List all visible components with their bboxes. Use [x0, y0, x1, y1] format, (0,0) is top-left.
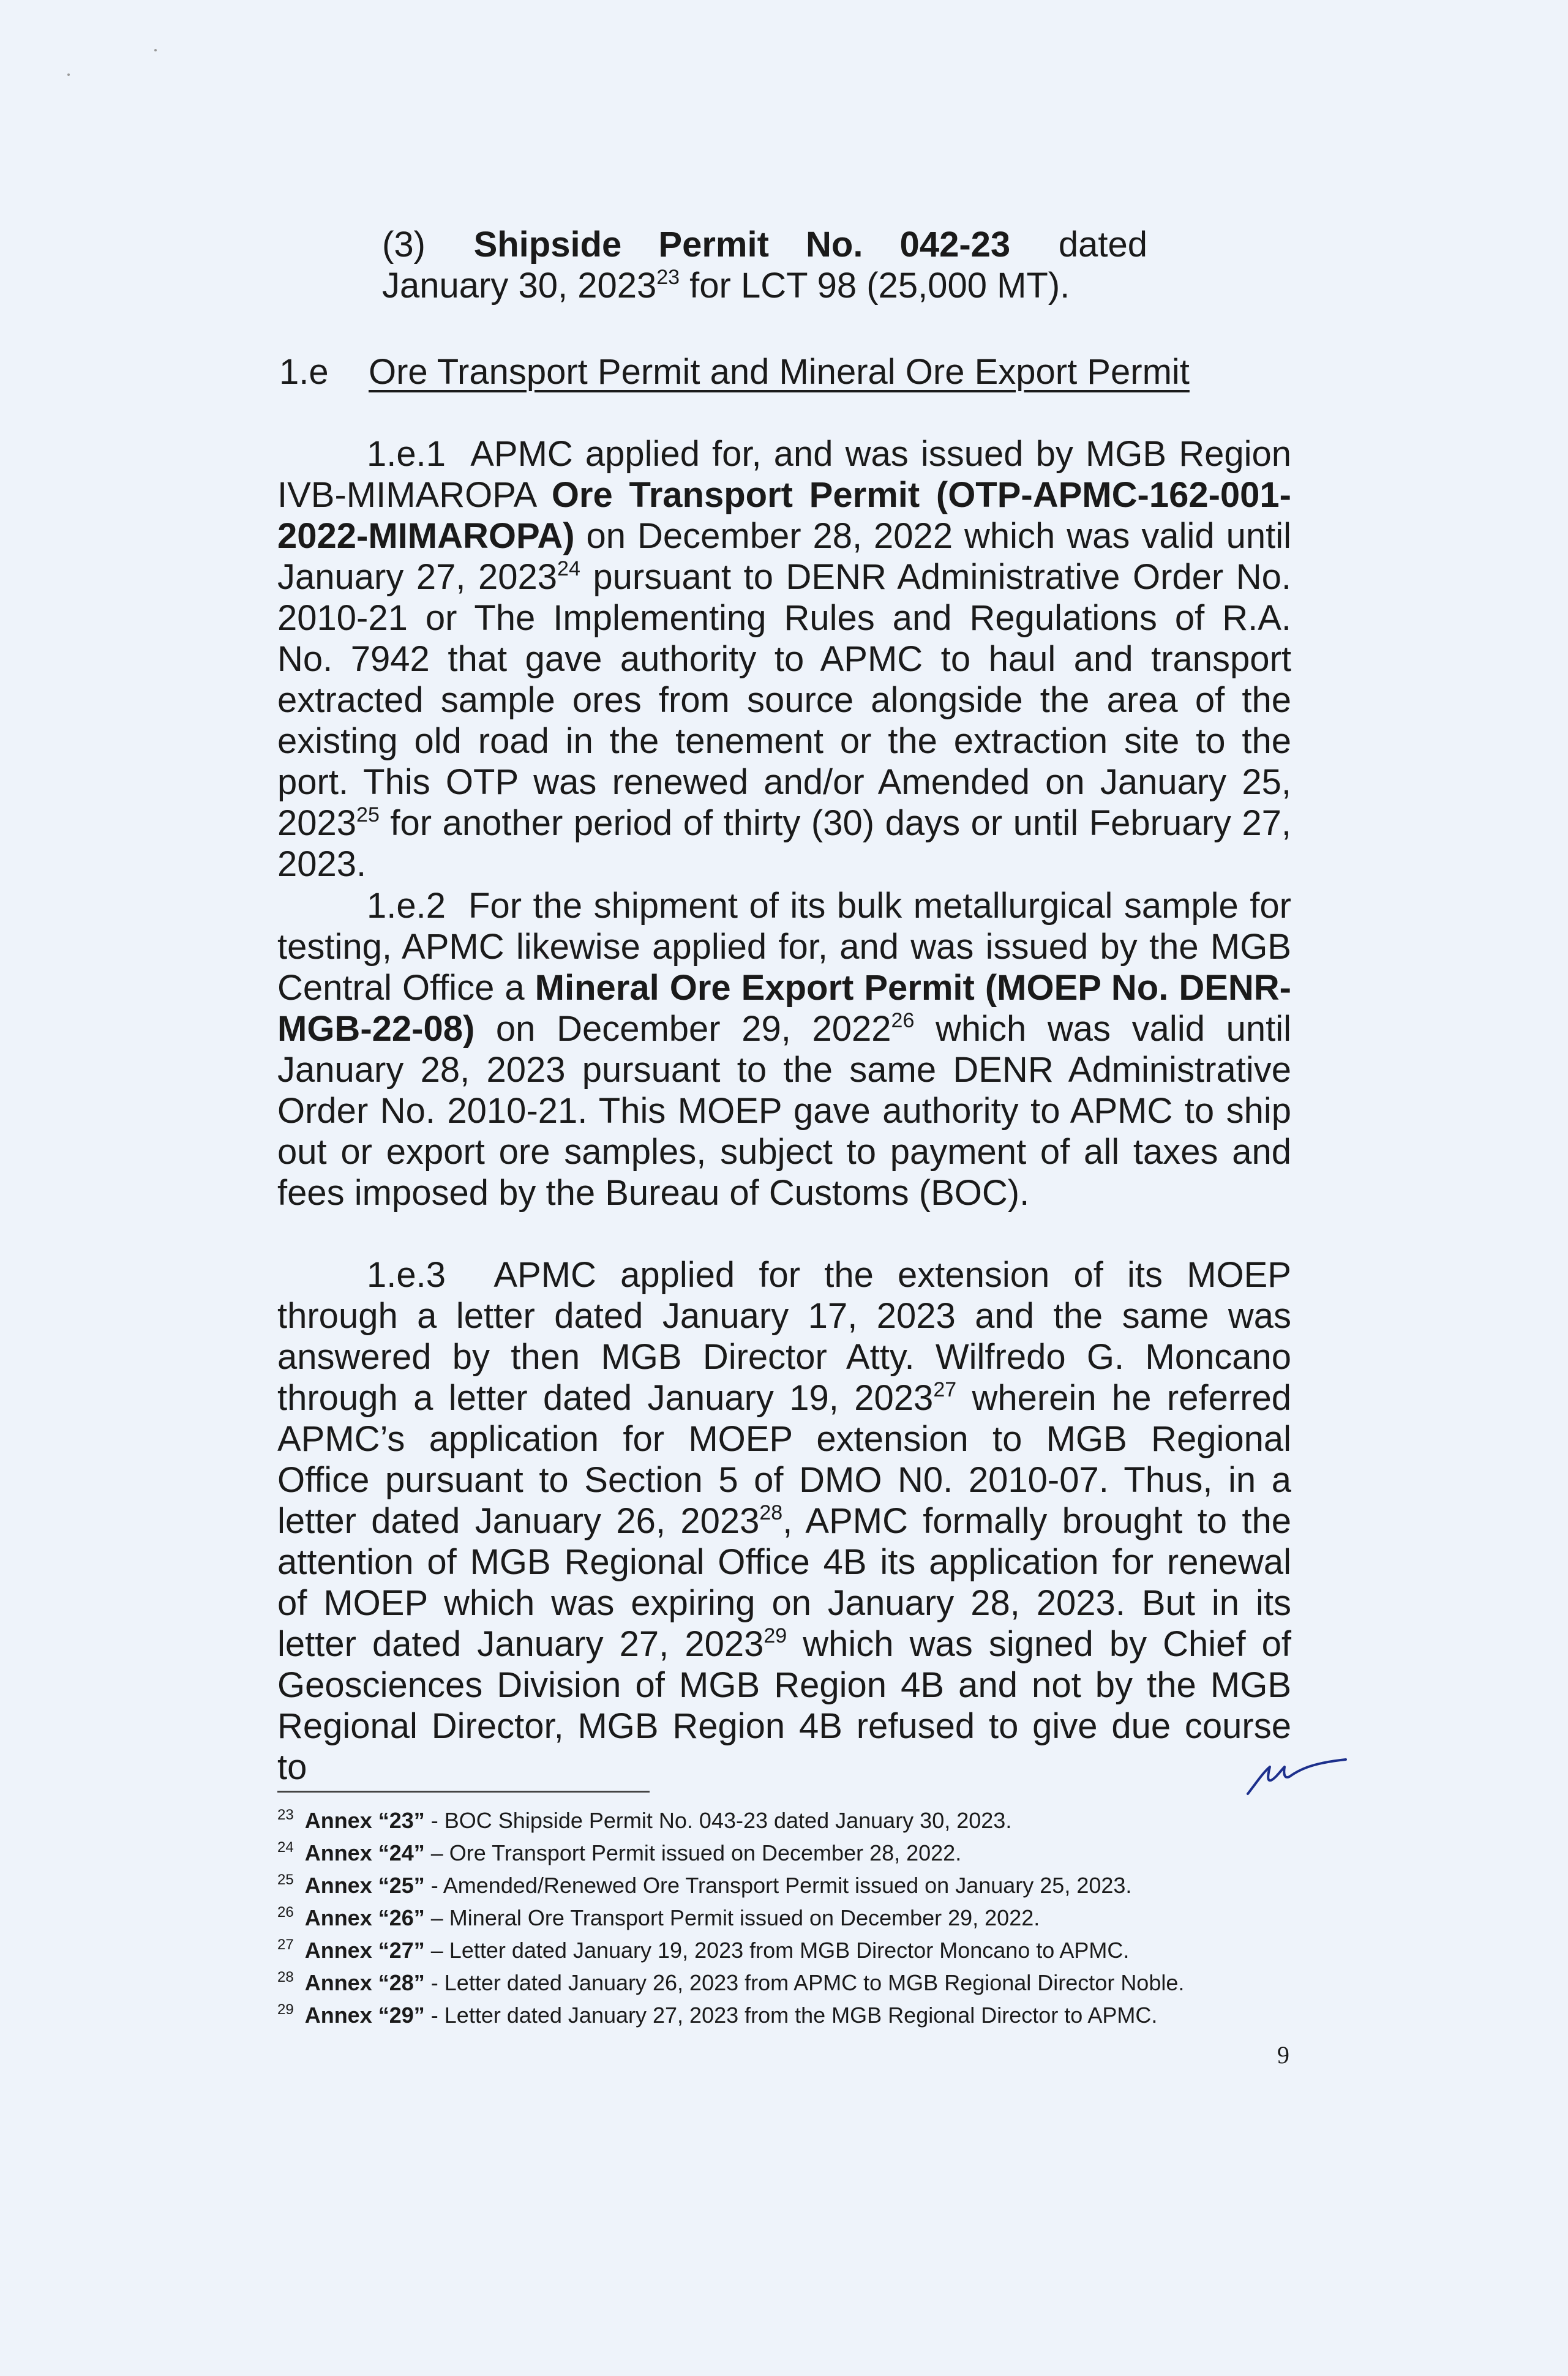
footnote-item: $^{24}$ Annex “24” – Ore Transport Permit issued on December 28, 2022. [277, 1839, 962, 1865]
footnote-ref: 24 [557, 557, 580, 580]
item-number: (3) [382, 225, 426, 264]
footnote-ref: 28 [759, 1501, 783, 1524]
section-title: Ore Transport Permit and Mineral Ore Export Permit [369, 352, 1190, 392]
otp-reference: Ore Transport Permit (OTP-APMC-162-001-2022-MIMAROPA) [277, 475, 1291, 556]
section-heading [279, 351, 1320, 392]
paragraph-1e3: 1.e.3 APMC applied for the extension of its MOEP through a letter dated January 17, 2023 and the same was answered by then MGB Director Atty. Wilfredo G. Moncano through a letter dated January 19, 2023$^{27}$ wherein he referred APMC’s application for MOEP extension to MGB Regional Office pursuant to Section 5 of DMO N0. 2010-07. Thus, in a letter dated January 26, 2023$^{28}$, APMC formally brought to the attention of MGB Regional Office 4B its application for renewal of MOEP which was expiring on January 28, 2023. But in its letter dated January 27, 2023$^{29}$ which was signed by Chief of Geosciences Division of MGB Region 4B and not by the MGB Regional Director, MGB Region 4B refused to give due course to [277, 1255, 1291, 1787]
footnotes [277, 1806, 1318, 2033]
footnote-ref: 27 [933, 1378, 957, 1401]
footnote-item: $^{27}$ Annex “27” – Letter dated January 19, 2023 from MGB Director Moncano to APMC. [277, 1936, 1130, 1963]
list-item-3 [382, 224, 1147, 306]
shipside-permit-ref: Shipside Permit No. 042-23 [473, 225, 1011, 264]
footnote-item: $^{23}$ Annex “23” - BOC Shipside Permit No. 043-23 dated January 30, 2023. [277, 1807, 1012, 1833]
footnote-item: $^{28}$ Annex “28” - Letter dated January 26, 2023 from APMC to MGB Regional Director Noble. [277, 1969, 1185, 1995]
scan-speck [67, 73, 70, 76]
footnote-ref: 25 [356, 803, 380, 826]
dated-word: dated [1058, 225, 1147, 264]
scan-speck [154, 49, 157, 51]
paragraph-number: 1.e.3 [367, 1255, 446, 1295]
paragraph-1e2: 1.e.2 For the shipment of its bulk metallurgical sample for testing, APMC likewise applied for, and was issued by the MGB Central Office a Mineral Ore Export Permit (MOEP No. DENR-MGB-22-08) on December 29, 2022$^{26}$ which was valid until January 28, 2023 pursuant to the same DENR Administrative Order No. 2010-21. This MOEP gave authority to APMC to ship out or export ore samples, subject to payment of all taxes and fees imposed by the Bureau of Customs (BOC). [277, 886, 1291, 1213]
paragraph-1e1: 1.e.1 APMC applied for, and was issued by MGB Region IVB-MIMAROPA Ore Transport Permit (OTP-APMC-162-001-2022-MIMAROPA) on December 28, 2022 which was valid until January 27, 2023$^{24}$ pursuant to DENR Administrative Order No. 2010-21 or The Implementing Rules and Regulations of R.A. No. 7942 that gave authority to APMC to haul and transport extracted sample ores from source alongside the area of the existing old road in the tenement or the extraction site to the port. This OTP was renewed and/or Amended on January 25, 2023$^{25}$ for another period of thirty (30) days or until February 27, 2023. [277, 434, 1291, 884]
item-3-line-1 [382, 224, 1147, 265]
footnote-ref: 26 [891, 1009, 915, 1032]
footnote-separator [277, 1791, 650, 1793]
footnote-item: $^{25}$ Annex “25” - Amended/Renewed Ore Transport Permit issued on January 25, 2023. [277, 1872, 1132, 1898]
item-3-line-2: January 30, 2023$^{23}$ for LCT 98 (25,000 MT). [382, 266, 1070, 305]
paragraph-number: 1.e.2 [367, 886, 446, 926]
footnote-item: $^{29}$ Annex “29” - Letter dated January 27, 2023 from the MGB Regional Director to APMC. [277, 2001, 1158, 2028]
footnote-ref: 29 [763, 1624, 787, 1647]
footnote-ref: 23 [656, 266, 680, 289]
moep-reference: Mineral Ore Export Permit (MOEP No. DENR-MGB-22-08) [277, 968, 1291, 1049]
footnote-item: $^{26}$ Annex “26” – Mineral Ore Transport Permit issued on December 29, 2022. [277, 1904, 1040, 1930]
page-number: 9 [1277, 2041, 1289, 2069]
signature-initials-icon [1243, 1742, 1353, 1797]
paragraph-number: 1.e.1 [367, 434, 446, 474]
section-number: 1.e [279, 352, 329, 392]
